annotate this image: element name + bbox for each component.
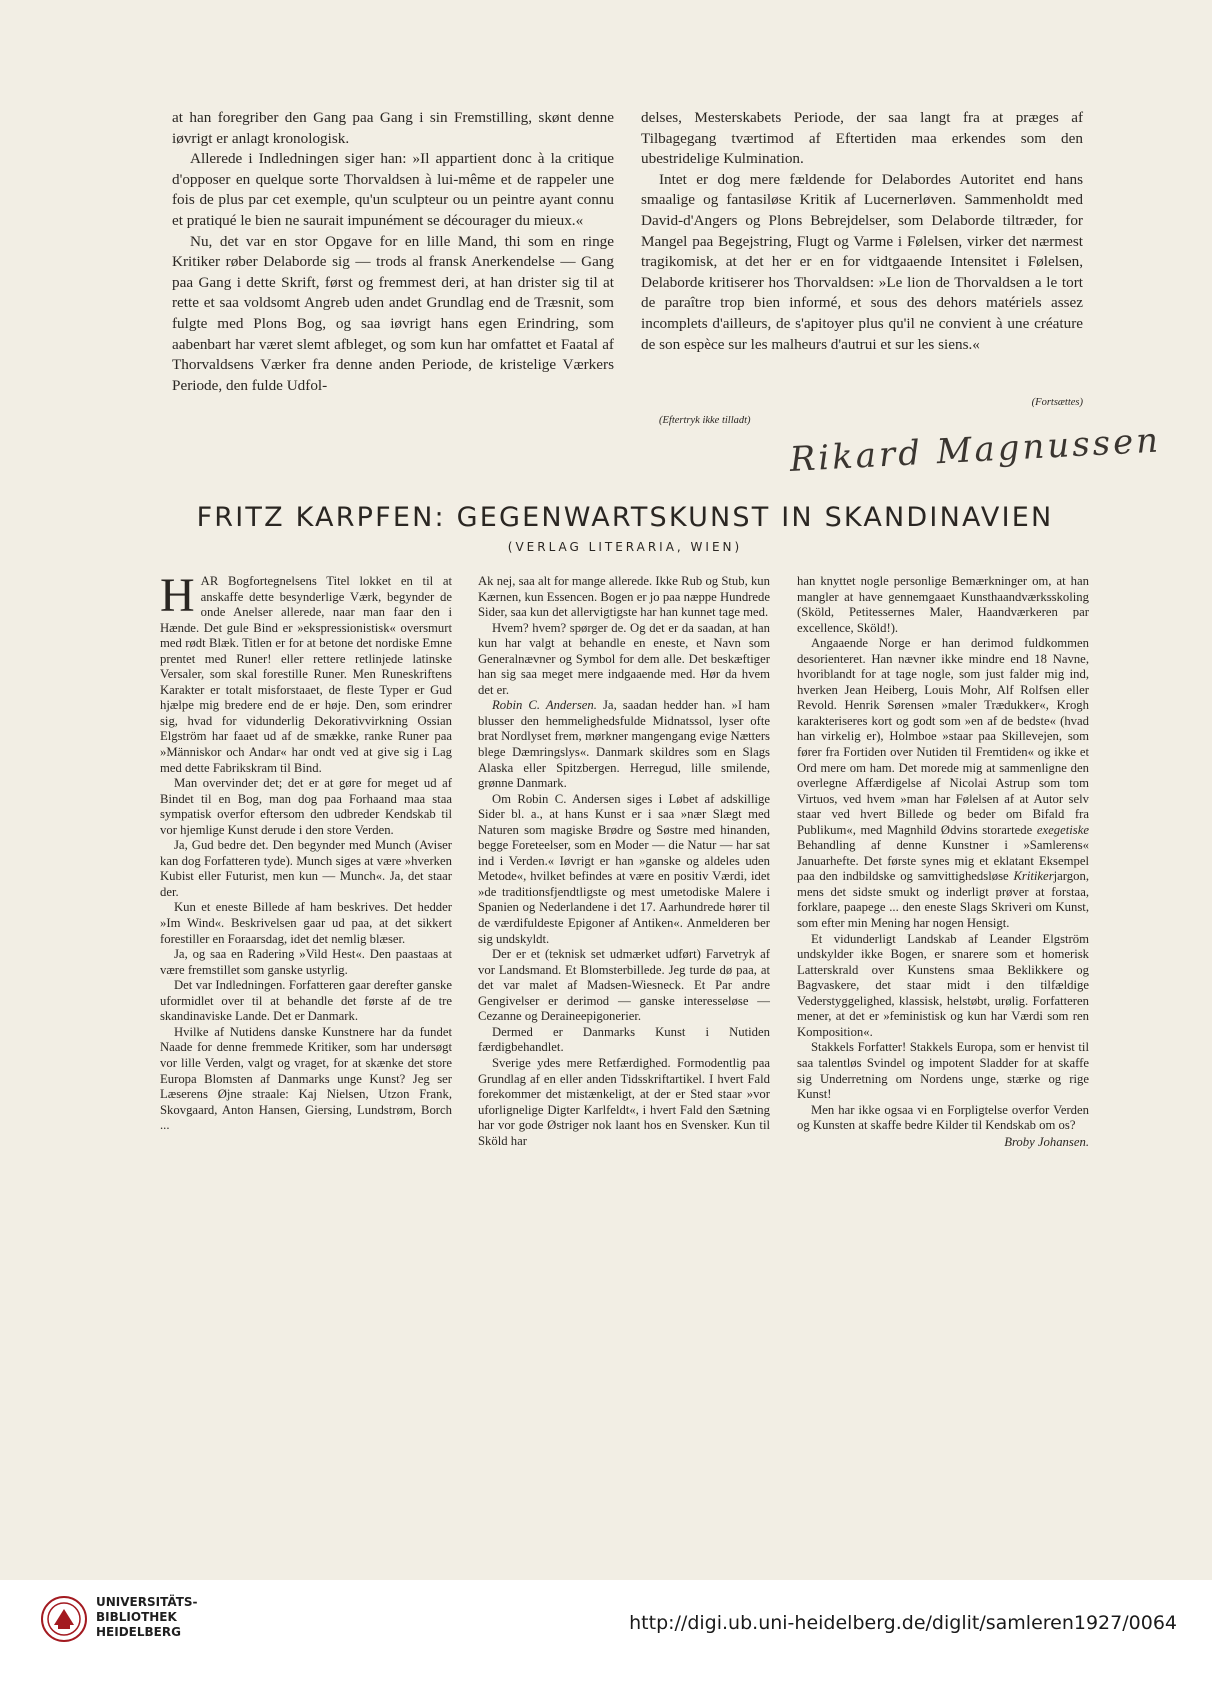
paragraph-text: Ja, saadan hedder han. »I ham blusser den hemmelighedsfulde Midnatssol, lyser ofte brat Nordlyset frem, mørkner mangengang evige Nætters blege Dæmringslys«. Danmark skildres som en Slags Alaska eller Spitzbergen. Herregud, lille smilende, grønne Danmark. xyxy=(478,698,770,791)
paragraph: Allerede i Indledningen siger han: »Il appartient donc à la critique d'opposer en quelque sorte Thorvaldsen à lui-même et de rappeler une fois de plus par cet exemple, qu'un sculpteur ou un peintre ayant connu et pratiqué le bien ne saurait impunément se décourager du mieux.« xyxy=(172,150,614,229)
paragraph-text: jargon, mens det sidste smukt og inderligt prøver at forstaa, forklare, paapege ... den eneste Slags Skriveri om Kunst, som efter min Mening har nogen Hensigt. xyxy=(797,869,1089,931)
opening-paragraph xyxy=(160,569,452,776)
paragraph: Kun et eneste Billede af ham beskrives. Det hedder »Im Wind«. Beskrivelsen gaar ud paa, at det sikkert forestiller en Foraarsdag, idet det nemlig blæser. xyxy=(160,900,452,946)
paragraph xyxy=(797,636,1089,931)
paragraph-text: Behandling af denne Kunstner i »Samlerens« Januarhefte. Det første synes mig et eklatant Eksempel paa den indbildske og samvittighedsløse xyxy=(797,838,1089,884)
article-column-1 xyxy=(160,569,452,1134)
paragraph: Man overvinder det; det er at gøre for meget ud af Bindet til en Bog, man dog paa Forhaand maa staa sympatisk overfor eftersom den udbreder Kendskab til vor hjemlige Kunst derude i den store Verden. xyxy=(160,776,452,837)
byline: Broby Johansen. xyxy=(1004,1134,1089,1149)
paragraph: Nu, det var en stor Opgave for en lille Mand, thi som en ringe Kritiker røber Delaborde sig — trods al fransk Anerkendelse — Gang paa Gang i dette Skrift, først og fremmest deri, at han drister sig til at rette et saa voldsomt Angreb uden andet Grundlag end de Træsnit, som fulgte med Plons Bog, og saa iøvrigt hans egen Erindring, som aabenbart har været slemt afbleget, og som kun har omfattet et Faatal af Thorvaldsens Værker fra denne anden Periode, de kristelige Værkers Periode, den fulde Udfol- xyxy=(172,232,614,394)
paragraph: Sverige ydes mere Retfærdighed. Formodentlig paa Grundlag af en eller anden Tidsskriftartikel. I hvert Fald forekommer det mistænkeligt, at der er Sted staar »vor uforlignelige Digter Karlfeldt«, i hvert Fald den Sætning har vor gode Østriger nok laant hos en Svensker. Kun til Sköld har xyxy=(478,1055,770,1148)
library-line-3: HEIDELBERG xyxy=(96,1625,181,1639)
paragraph: Ja, og saa en Radering »Vild Hest«. Den paastaas at være fremstillet som ganske ustyrlig. xyxy=(160,947,452,977)
source-url-link[interactable]: http://digi.ub.uni-heidelberg.de/diglit/samleren1927/0064 xyxy=(629,1612,1177,1634)
paragraph: Om Robin C. Andersen siges i Løbet af adskillige Sider bl. a., at hans Kunst er i saa »nær Slægt med Naturen som magiske Brødre og Søstre med hinanden, begge Foreteelser, som en Moder — die Natur — har sat ind i Verden.« Iøvrigt er han »ganske og aldeles uden Metode«, hvilket befindes at være en positiv Værdi, idet »de traditionsfjendtligste og mest umetodiske Malere i Spanien og Nederlandene i det 17. Aarhundrede hører til de værdifuldeste Epigoner af Antiken«. Anmelderen ber sig undskyldt. xyxy=(478,791,770,946)
library-name xyxy=(96,1595,198,1640)
paragraph: Men har ikke ogsaa vi en Forpligtelse overfor Verden og Kunsten at skaffe bedre Kilder til Kendskab om os? xyxy=(797,1102,1089,1133)
library-line-1: UNIVERSITÄTS- xyxy=(96,1595,198,1609)
paragraph: Et vidunderligt Landskab af Leander Elgström undskylder ikke Bogen, er snarere som et homerisk Latterskrald over Kunstens smaa Beklikkere og Bagvaskere, det staar midt i den tilfældige Vederstyggelighed, klassisk, helstøbt, urølig. Forfatteren mener, at det er »feministisk og kun har Værdi som ren Komposition«. xyxy=(797,931,1089,1039)
artist-name: Robin C. Andersen. xyxy=(492,698,597,713)
paragraph: Ja, Gud bedre det. Den begynder med Munch (Aviser kan dog Forfatteren tyde). Munch siges at være »hverken Kubist eller Futurist, men kun — Munch«. Ja, det staar der. xyxy=(160,838,452,899)
library-logo[interactable] xyxy=(40,1589,200,1649)
paragraph: delses, Mesterskabets Periode, der saa langt fra at præges af Tilbagegang tværtimod af Eftertiden maa erkendes som den ubestridelige Kulmination. xyxy=(641,109,1083,168)
library-line-2: BIBLIOTHEK xyxy=(96,1610,177,1624)
opening-text: AR Bogfortegnelsens Titel lokket en til at anskaffe dette besynderlige Værk, begynder de onde Anelser allerede, naar man faar den i Hænde. Det gule Bind er »ekspressionistisk« oversmurt med rødt Blæk. Titlen er for at betone det nordiske Emne prentet med Runer! eller rettere retlinjede latinske Versaler, som skal forestille Runer. Men Runeskriftens Karakter er totalt misforstaaet, de fleste Typer er Gud hjælpe mig bredere end de er høje. Den, som erindrer sig, hvad for vidunderlig Dekorativvirkning Ossian Elgström har faaet ud af de smække, ranke Runer paa »Människor och Andar« har ondt ved at give sig i Lag med dette Fabrikskram til Bind. xyxy=(160,574,452,775)
emphasis: Kritiker xyxy=(1013,869,1054,884)
article-column-3 xyxy=(797,574,1089,1150)
paragraph: Det var Indledningen. Forfatteren gaar derefter ganske uformidlet over til at behandle det første af de tre skandinaviske Lande. Det er Danmark. xyxy=(160,978,452,1024)
top-right-column xyxy=(641,108,1083,355)
paragraph: Dermed er Danmarks Kunst i Nutiden færdigbehandlet. xyxy=(478,1024,770,1055)
reprint-note: (Eftertryk ikke tilladt) xyxy=(659,415,751,426)
paragraph: Stakkels Forfatter! Stakkels Europa, som er henvist til saa talentløs Svindel og impotent Sladder for at skaffe sig Underretning om Nordens unge, stærke og rige Kunst! xyxy=(797,1040,1089,1102)
paragraph: Hvilke af Nutidens danske Kunstnere har da fundet Naade for denne fremmede Kritiker, som har undersøgt vor lille Verden, valgt og vraget, for at skænke det store Europa Blomsten af Danmarks unge Kunst? Jeg ser Læserens Øjne straale: Kaj Nielsen, Utzon Frank, Skovgaard, Anton Hansen, Giersing, Lundstrøm, Borch ... xyxy=(160,1024,452,1133)
paragraph: at han foregriber den Gang paa Gang i sin Fremstilling, skønt denne iøvrigt er anlagt kronologisk. xyxy=(172,109,614,147)
university-seal-icon xyxy=(40,1595,88,1643)
article-headline: FRITZ KARPFEN: GEGENWARTSKUNST IN SKANDINAVIEN xyxy=(196,502,1054,533)
paragraph: Der er et (teknisk set udmærket udført) Farvetryk af vor Landsmand. Et Blomsterbillede. Jeg turde dø paa, at det var malet af Madsen-Wiesneck. Et Par andre Gengivelser er derimod — ganske interesseløse — Cezanne og Deraineepigonerier. xyxy=(478,947,770,1024)
top-left-column xyxy=(172,108,614,396)
paragraph: Intet er dog mere fældende for Delabordes Autoritet end hans smaalige og fantasiløse Kritik af Lucernerløven. Sammenholdt med David-d'Angers og Plons Bebrejdelser, som Delaborde tiltræder, for Mangel paa Begejstring, Flugt og Varme i Følelsen, virker det nærmest tragikomisk, at det her er en for vidtgaaende Intensitet i Følelsen, Delaborde kritiserer hos Thorvaldsen: »Le lion de Thorvaldsen a le tort de paraître trop bien informé, et sous des dehors matériels assez incomplets d'ailleurs, de s'apitoyer plus qu'il ne convient à une créature de son espèce sur les malheurs d'autrui et sur les siens.« xyxy=(641,170,1083,353)
emphasis: exegetiske xyxy=(1036,822,1090,837)
paragraph xyxy=(478,698,770,791)
drop-cap: H xyxy=(160,569,195,622)
paragraph: han knyttet nogle personlige Bemærkninger om, at han mangler at have gennemgaaet Kunsthaandværksskoling (Sköld, Petitessernes Maler, Haandværkeren par excellence, Sköld!). xyxy=(797,574,1089,635)
article-column-2 xyxy=(478,574,770,1149)
publisher-line: (VERLAG LITERARIA, WIEN) xyxy=(507,540,743,554)
paragraph: Ak nej, saa alt for mange allerede. Ikke Rub og Stub, kun Kærnen, kun Essencen. Bogen er jo paa næppe Hundrede Sider, saa kun det allervigtigste har han kunnet tage med. xyxy=(478,574,770,620)
paragraph-text: Angaaende Norge er han derimod fuldkommen desorienteret. Han nævner ikke mindre end 18 Navne, hvoriblandt for at tage nogle, som just falder mig ind, hverken Jean Heiberg, Louis Mohr, Alf Rolfsen eller Revold. Henrik Sørensen »maler Trædukker«, Krogh karakteriseres kort og godt som »en af de bedste« (hvad han virkelig er), Holmboe »staar paa Skillevejen, som fører fra Fortiden over Nutiden til Fremtiden« og ikke et Ord mere om ham. Det morede mig at sammenligne den overlegne Affærdigelse af Nicolai Astrup som tom Virtuos, ved hvem »man har Følelsen af at Autor selv staar ved hvert Billede og beder om Bifald fra Publikum«, med Magnhild Ødvins storartede xyxy=(797,636,1089,837)
author-signature: Rikard Magnussen xyxy=(788,420,1163,480)
continuation-note: (Fortsættes) xyxy=(1031,397,1083,408)
paragraph: Hvem? hvem? spørger de. Og det er da saadan, at han kun har valgt at behandle en eneste, et Navn som Generalnævner og Symbol for dem alle. Det beskæftiger han sig saa meget mere indgaaende med. Hør da hvem det er. xyxy=(478,620,770,697)
